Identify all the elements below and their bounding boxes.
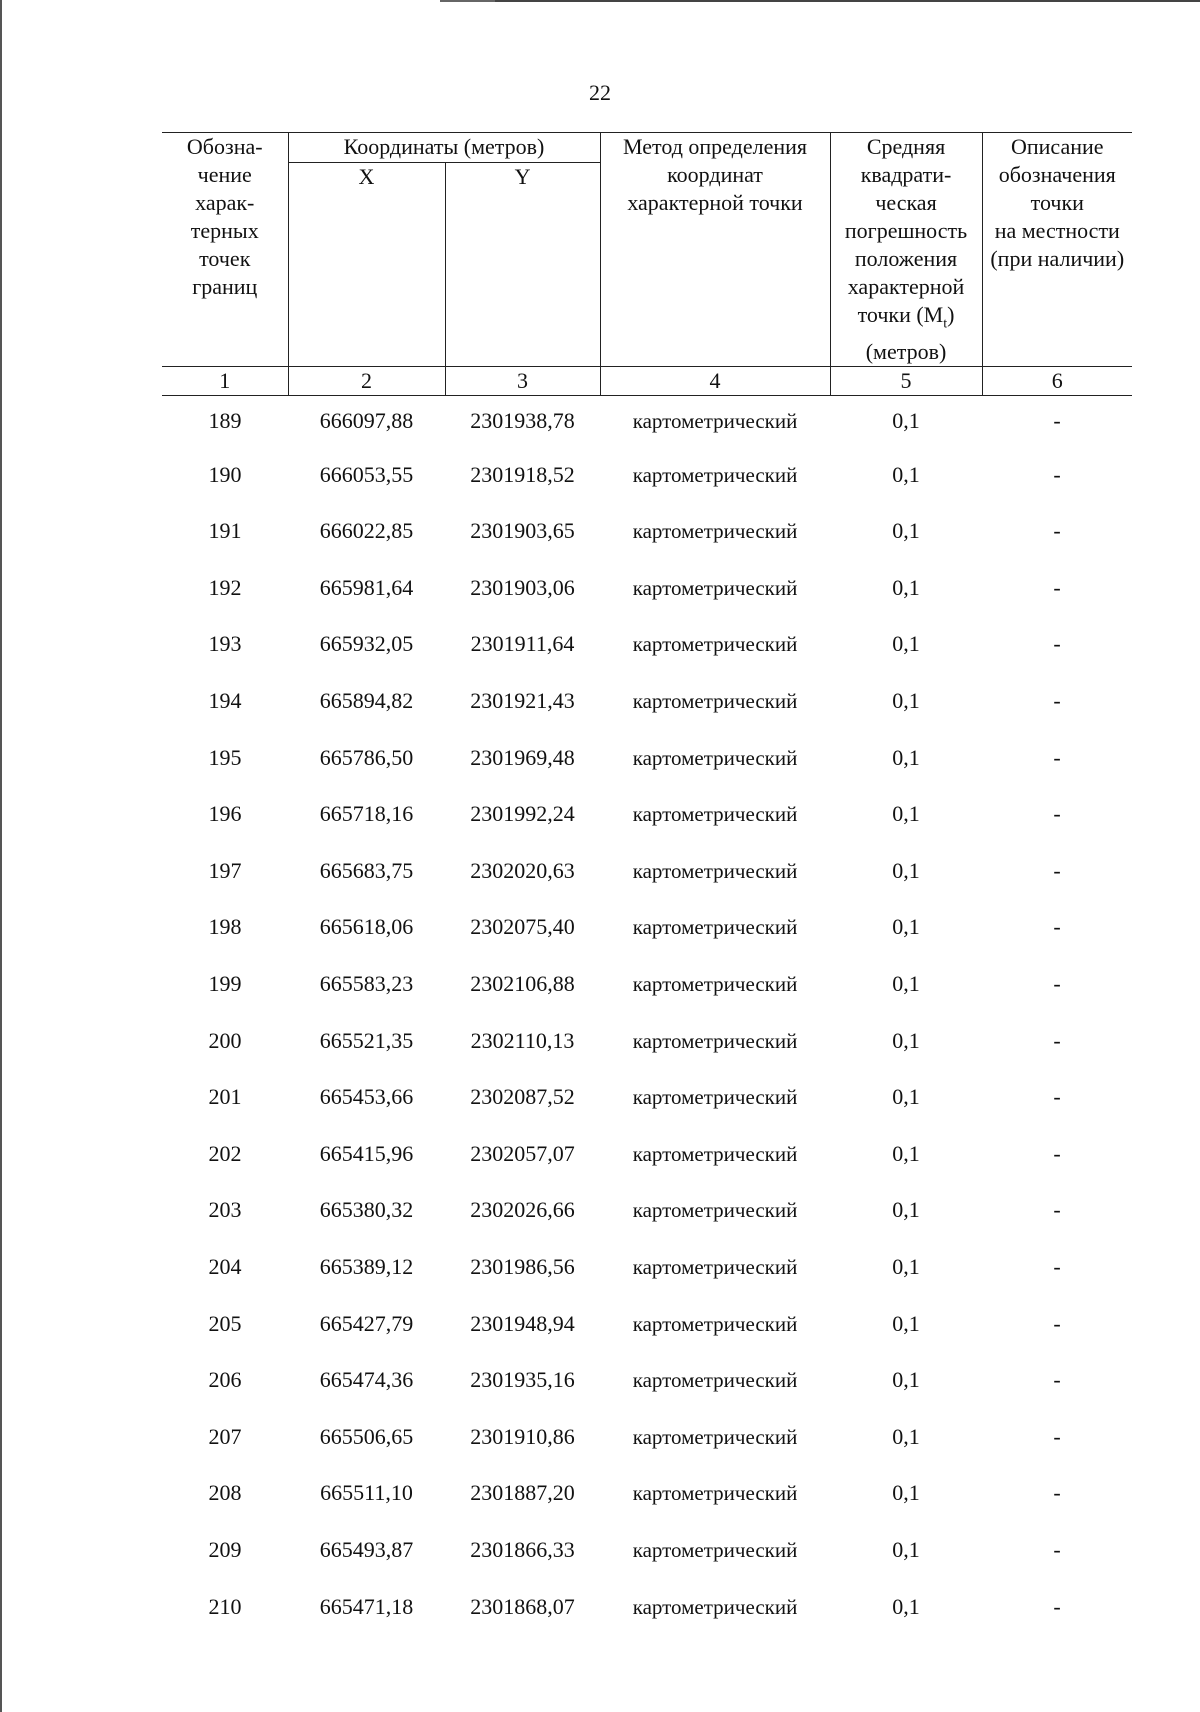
x-coordinate-cell: 666053,55 — [319, 461, 414, 487]
point-id-cell: 203 — [208, 1197, 242, 1223]
point-id-cell: 199 — [208, 971, 242, 997]
header-line: точки — [1030, 190, 1084, 215]
point-id-cell: 191 — [208, 518, 242, 544]
method-cell: картометрический — [632, 632, 798, 657]
error-value-cell: 0,1 — [892, 1027, 920, 1053]
header-line: (метров) — [865, 339, 947, 365]
method-cell: картометрический — [632, 1198, 798, 1223]
column-number-5: 5 — [830, 367, 982, 396]
description-cell: - — [1053, 631, 1061, 657]
point-id-cell: 210 — [208, 1593, 242, 1619]
x-coordinate-cell: 665389,12 — [319, 1254, 414, 1279]
y-coordinate-cell: 2301918,52 — [470, 461, 575, 487]
table-row — [162, 446, 1132, 503]
y-coordinate-cell: 2302087,52 — [470, 1084, 575, 1110]
header-point-designation — [162, 133, 288, 367]
description-cell: - — [1053, 1027, 1061, 1053]
y-coordinate-cell: 2302106,88 — [470, 971, 575, 997]
header-line: ческая — [875, 190, 937, 215]
method-cell: картометрический — [632, 858, 798, 883]
description-cell: - — [1053, 1084, 1061, 1110]
error-value-cell: 0,1 — [892, 1536, 920, 1562]
point-id-cell: 200 — [208, 1027, 242, 1053]
error-value-cell: 0,1 — [892, 574, 920, 600]
table-row — [162, 1012, 1132, 1069]
table-row — [162, 1126, 1132, 1183]
header-coordinates-group: Координаты (метров) — [288, 133, 600, 163]
header-line: обозначения — [998, 162, 1116, 187]
header-line: положения — [854, 246, 958, 271]
error-value-cell: 0,1 — [892, 857, 920, 883]
table-row — [162, 673, 1132, 730]
x-coordinate-cell: 665718,16 — [319, 801, 414, 827]
method-cell: картометрический — [632, 409, 798, 434]
point-id-cell: 206 — [208, 1367, 242, 1393]
error-value-cell: 0,1 — [892, 1254, 920, 1279]
method-cell: картометрический — [632, 1594, 798, 1619]
header-line: характерной точки — [627, 190, 803, 215]
table-row — [162, 503, 1132, 560]
x-coordinate-cell: 665786,50 — [319, 744, 414, 770]
description-cell: - — [1053, 914, 1061, 940]
error-value-cell: 0,1 — [892, 914, 920, 940]
x-coordinate-cell: 665427,79 — [319, 1310, 414, 1336]
header-line: Описание — [1010, 134, 1104, 159]
header-line: квадрати- — [860, 162, 952, 187]
error-value-cell: 0,1 — [892, 971, 920, 997]
header-x: X — [288, 163, 445, 367]
header-line: погрешность — [844, 218, 968, 243]
error-value-cell: 0,1 — [892, 1084, 920, 1110]
header-line: координат — [667, 162, 763, 187]
y-coordinate-cell: 2301938,78 — [470, 408, 575, 434]
point-id-cell: 209 — [208, 1536, 242, 1562]
y-coordinate-cell: 2301887,20 — [470, 1480, 575, 1506]
description-cell: - — [1053, 1423, 1061, 1449]
method-cell: картометрический — [632, 519, 798, 544]
header-line: чение — [197, 162, 252, 187]
table-row — [162, 616, 1132, 673]
method-cell: картометрический — [632, 1368, 798, 1393]
x-coordinate-cell: 665453,66 — [319, 1084, 414, 1110]
y-coordinate-cell: 2301986,56 — [470, 1254, 575, 1279]
method-cell: картометрический — [632, 1255, 798, 1279]
error-value-cell: 0,1 — [892, 1140, 920, 1166]
error-value-cell: 0,1 — [892, 631, 920, 657]
method-cell: картометрический — [632, 1537, 798, 1562]
description-cell: - — [1053, 1140, 1061, 1166]
method-cell: картометрический — [632, 1311, 798, 1336]
table-row — [162, 1578, 1132, 1635]
description-cell: - — [1053, 1480, 1061, 1506]
point-id-cell: 196 — [208, 801, 242, 827]
description-cell: - — [1053, 971, 1061, 997]
table-row — [162, 1239, 1132, 1296]
method-cell: картометрический — [632, 745, 798, 770]
point-id-cell: 204 — [208, 1254, 242, 1279]
table-body — [162, 396, 1132, 1635]
table-row — [162, 1465, 1132, 1522]
y-coordinate-cell: 2301868,07 — [470, 1593, 575, 1619]
error-value-cell: 0,1 — [892, 744, 920, 770]
coordinates-table — [162, 132, 1132, 1635]
point-id-cell: 208 — [208, 1480, 242, 1506]
header-line: характерной — [847, 274, 965, 299]
table-row — [162, 1069, 1132, 1126]
error-value-cell: 0,1 — [892, 1423, 920, 1449]
method-cell: картометрический — [632, 575, 798, 600]
error-value-cell: 0,1 — [892, 1593, 920, 1619]
table-row — [162, 1295, 1132, 1352]
description-cell: - — [1053, 1254, 1061, 1279]
y-coordinate-cell: 2301910,86 — [470, 1423, 575, 1449]
header-description — [982, 133, 1132, 367]
y-coordinate-cell: 2302026,66 — [470, 1197, 575, 1223]
description-cell: - — [1053, 1310, 1061, 1336]
point-id-cell: 197 — [208, 857, 242, 883]
x-coordinate-cell: 666097,88 — [319, 408, 414, 434]
description-cell: - — [1053, 744, 1061, 770]
table-row — [162, 843, 1132, 900]
error-value-cell: 0,1 — [892, 408, 920, 434]
y-coordinate-cell: 2302020,63 — [470, 857, 575, 883]
error-value-cell: 0,1 — [892, 1480, 920, 1506]
method-cell: картометрический — [632, 1424, 798, 1449]
method-cell: картометрический — [632, 689, 798, 714]
description-cell: - — [1053, 574, 1061, 600]
x-coordinate-cell: 665511,10 — [320, 1480, 413, 1506]
description-cell: - — [1053, 1367, 1061, 1393]
table-row — [162, 1352, 1132, 1409]
point-id-cell: 202 — [208, 1140, 242, 1166]
y-coordinate-cell: 2301921,43 — [470, 688, 575, 714]
point-id-cell: 192 — [208, 574, 242, 600]
x-coordinate-cell: 665618,06 — [319, 914, 414, 940]
column-number-3: 3 — [445, 367, 600, 396]
header-line: границ — [192, 274, 258, 299]
x-coordinate-cell: 665932,05 — [319, 631, 414, 657]
error-value-cell: 0,1 — [892, 1197, 920, 1223]
point-id-cell: 189 — [208, 408, 242, 434]
x-coordinate-cell: 665894,82 — [319, 688, 414, 714]
header-line: харак- — [195, 190, 255, 215]
header-method — [600, 133, 830, 367]
method-cell: картометрический — [632, 462, 798, 487]
header-line: (при наличии) — [990, 246, 1125, 271]
method-cell: картометрический — [632, 915, 798, 940]
error-value-cell: 0,1 — [892, 1367, 920, 1393]
description-cell: - — [1053, 801, 1061, 827]
x-coordinate-cell: 665474,36 — [319, 1367, 414, 1393]
column-number-4: 4 — [600, 367, 830, 396]
table-row — [162, 396, 1132, 447]
point-id-cell: 194 — [208, 688, 242, 714]
y-coordinate-cell: 2301992,24 — [470, 801, 575, 827]
table-row — [162, 729, 1132, 786]
table-row — [162, 1522, 1132, 1579]
column-number-row — [162, 367, 1132, 396]
description-cell: - — [1053, 688, 1061, 714]
y-coordinate-cell: 2301935,16 — [470, 1367, 575, 1393]
point-id-cell: 201 — [208, 1084, 242, 1110]
table-header — [162, 133, 1132, 396]
column-number-1: 1 — [162, 367, 288, 396]
method-cell: картометрический — [632, 802, 798, 827]
header-line: Обозна- — [186, 134, 263, 159]
method-cell: картометрический — [632, 1481, 798, 1506]
table-row — [162, 1408, 1132, 1465]
y-coordinate-cell: 2301969,48 — [470, 744, 575, 770]
header-y: Y — [445, 163, 600, 367]
method-cell: картометрический — [632, 1141, 798, 1166]
x-coordinate-cell: 665506,65 — [319, 1423, 414, 1449]
table-row — [162, 1182, 1132, 1239]
point-id-cell: 195 — [208, 744, 242, 770]
y-coordinate-cell: 2302057,07 — [470, 1140, 575, 1166]
header-line: Средняя — [866, 134, 946, 159]
description-cell: - — [1053, 1593, 1061, 1619]
table-row — [162, 956, 1132, 1013]
page-number: 22 — [589, 80, 611, 105]
error-value-cell: 0,1 — [892, 518, 920, 544]
error-value-cell: 0,1 — [892, 1310, 920, 1336]
column-number-2: 2 — [288, 367, 445, 396]
point-id-cell: 205 — [208, 1310, 242, 1336]
error-value-cell: 0,1 — [892, 688, 920, 714]
table-row — [162, 560, 1132, 617]
header-line: Метод определения — [622, 134, 808, 159]
scan-left-edge — [0, 0, 2, 1712]
y-coordinate-cell: 2301911,64 — [470, 631, 575, 657]
error-value-cell: 0,1 — [892, 801, 920, 827]
y-coordinate-cell: 2301866,33 — [470, 1536, 575, 1562]
header-line: терных — [190, 218, 259, 243]
description-cell: - — [1053, 857, 1061, 883]
point-id-cell: 198 — [208, 914, 242, 940]
header-error — [830, 133, 982, 367]
x-coordinate-cell: 665380,32 — [319, 1197, 414, 1223]
x-coordinate-cell: 665583,23 — [319, 971, 414, 997]
point-id-cell: 190 — [208, 461, 242, 487]
x-coordinate-cell: 665521,35 — [319, 1027, 414, 1053]
point-id-cell: 207 — [208, 1423, 242, 1449]
y-coordinate-cell: 2301948,94 — [470, 1310, 575, 1336]
description-cell: - — [1053, 1536, 1061, 1562]
description-cell: - — [1053, 1197, 1061, 1223]
x-coordinate-cell: 666022,85 — [319, 518, 414, 544]
description-cell: - — [1053, 461, 1061, 487]
header-line: точки $(M_t)$ — [857, 302, 955, 332]
x-coordinate-cell: 665981,64 — [319, 574, 414, 600]
column-number-6: 6 — [982, 367, 1132, 396]
top-edge-rule — [495, 0, 1200, 2]
description-cell: - — [1053, 518, 1061, 544]
table-row — [162, 786, 1132, 843]
x-coordinate-cell: 665471,18 — [319, 1593, 414, 1619]
y-coordinate-cell: 2302110,13 — [470, 1027, 575, 1053]
y-coordinate-cell: 2302075,40 — [470, 914, 575, 940]
x-coordinate-cell: 665493,87 — [319, 1536, 414, 1562]
header-line: на местности — [994, 218, 1120, 243]
description-cell: - — [1053, 408, 1061, 434]
point-id-cell: 193 — [208, 631, 242, 657]
y-coordinate-cell: 2301903,65 — [470, 518, 575, 544]
error-value-cell: 0,1 — [892, 461, 920, 487]
header-line: точек — [199, 246, 251, 271]
method-cell: картометрический — [632, 972, 798, 997]
x-coordinate-cell: 665683,75 — [319, 857, 414, 883]
method-cell: картометрический — [632, 1028, 798, 1053]
method-cell: картометрический — [632, 1085, 798, 1110]
y-coordinate-cell: 2301903,06 — [470, 574, 575, 600]
table-row — [162, 899, 1132, 956]
x-coordinate-cell: 665415,96 — [319, 1140, 414, 1166]
